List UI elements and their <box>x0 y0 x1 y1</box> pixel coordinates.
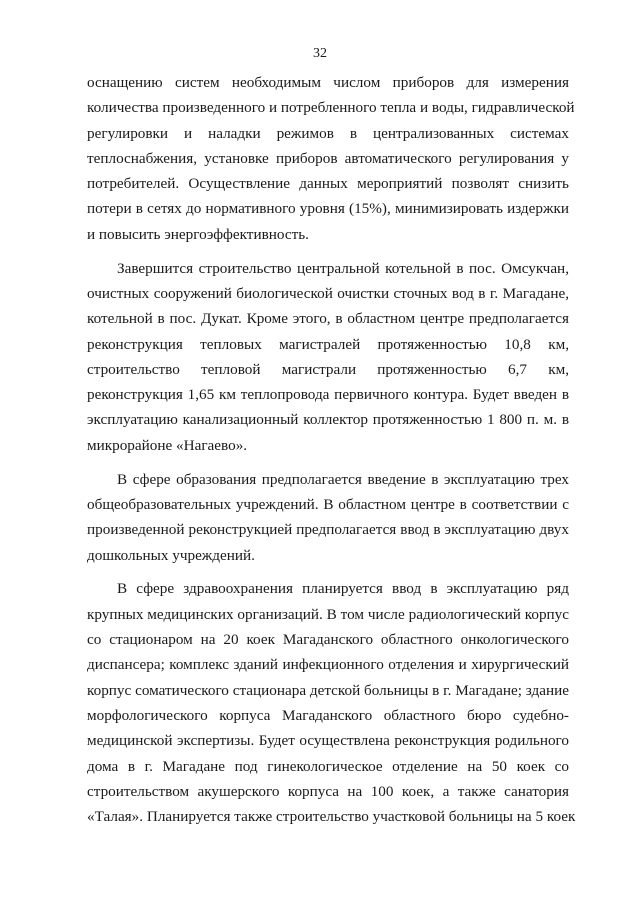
text-line: реконструкция тепловых магистралей протяженностью 10,8 км, <box>87 335 569 353</box>
text-line: «Талая». Планируется также строительство участковой больницы на 5 коек <box>87 808 576 826</box>
text-line: медицинской экспертизы. Будет осуществлена реконструкция родильного <box>87 732 569 750</box>
text-line: общеобразовательных учреждений. В областном центре в соответствии с <box>87 495 569 513</box>
text-line: микрорайоне «Нагаево». <box>87 436 248 454</box>
text-line: дома в г. Магадане под гинекологическое отделение на 50 коек со <box>87 757 569 775</box>
text-line: произведенной реконструкцией предполагается ввод в эксплуатацию двух <box>87 521 569 539</box>
text-line: диспансера; комплекс зданий инфекционного отделения и хирургический <box>87 656 569 674</box>
page-number: 32 <box>313 46 327 61</box>
text-line: количества произведенного и потребленного тепла и воды, гидравлической <box>87 99 575 117</box>
text-line: и повысить энергоэффективность. <box>87 225 309 243</box>
paragraph <box>87 70 575 247</box>
text-line: со стационаром на 20 коек Магаданского областного онкологического <box>87 631 569 649</box>
text-line: В сфере здравоохранения планируется ввод в эксплуатацию ряд <box>117 580 569 598</box>
text-line: реконструкция 1,65 км теплопровода первичного контура. Будет введен в <box>87 386 569 404</box>
paragraph <box>87 467 569 568</box>
text-line: Завершится строительство центральной котельной в пос. Омсукчан, <box>117 259 569 277</box>
text-line: эксплуатацию канализационный коллектор протяженностью 1 800 п. м. в <box>87 411 569 429</box>
text-line: строительство тепловой магистрали протяженностью 6,7 км, <box>87 360 569 378</box>
text-line: корпус соматического стационара детской больницы в г. Магадане; здание <box>87 681 569 699</box>
document-body <box>87 70 576 838</box>
text-line: оснащению систем необходимым числом приборов для измерения <box>87 74 569 91</box>
text-line: В сфере образования предполагается введение в эксплуатацию трех <box>117 470 569 488</box>
paragraph <box>87 256 569 458</box>
text-line: теплоснабжения, установке приборов автоматического регулирования у <box>87 149 569 167</box>
text-line: потребителей. Осуществление данных мероприятий позволят снизить <box>87 175 569 193</box>
text-line: строительством акушерского корпуса на 100 коек, а также санатория <box>87 782 569 800</box>
text-line: регулировки и наладки режимов в централизованных системах <box>87 124 569 142</box>
text-line: очистных сооружений биологической очистки сточных вод в г. Магадане, <box>87 284 569 302</box>
text-line: дошкольных учреждений. <box>87 546 255 564</box>
text-line: котельной в пос. Дукат. Кроме этого, в областном центре предполагается <box>87 310 569 328</box>
text-line: крупных медицинских организаций. В том числе радиологический корпус <box>87 605 569 623</box>
text-line: потери в сетях до нормативного уровня (15%), минимизировать издержки <box>87 200 569 218</box>
paragraph <box>87 576 576 829</box>
text-line: морфологического корпуса Магаданского областного бюро судебно- <box>87 706 569 724</box>
